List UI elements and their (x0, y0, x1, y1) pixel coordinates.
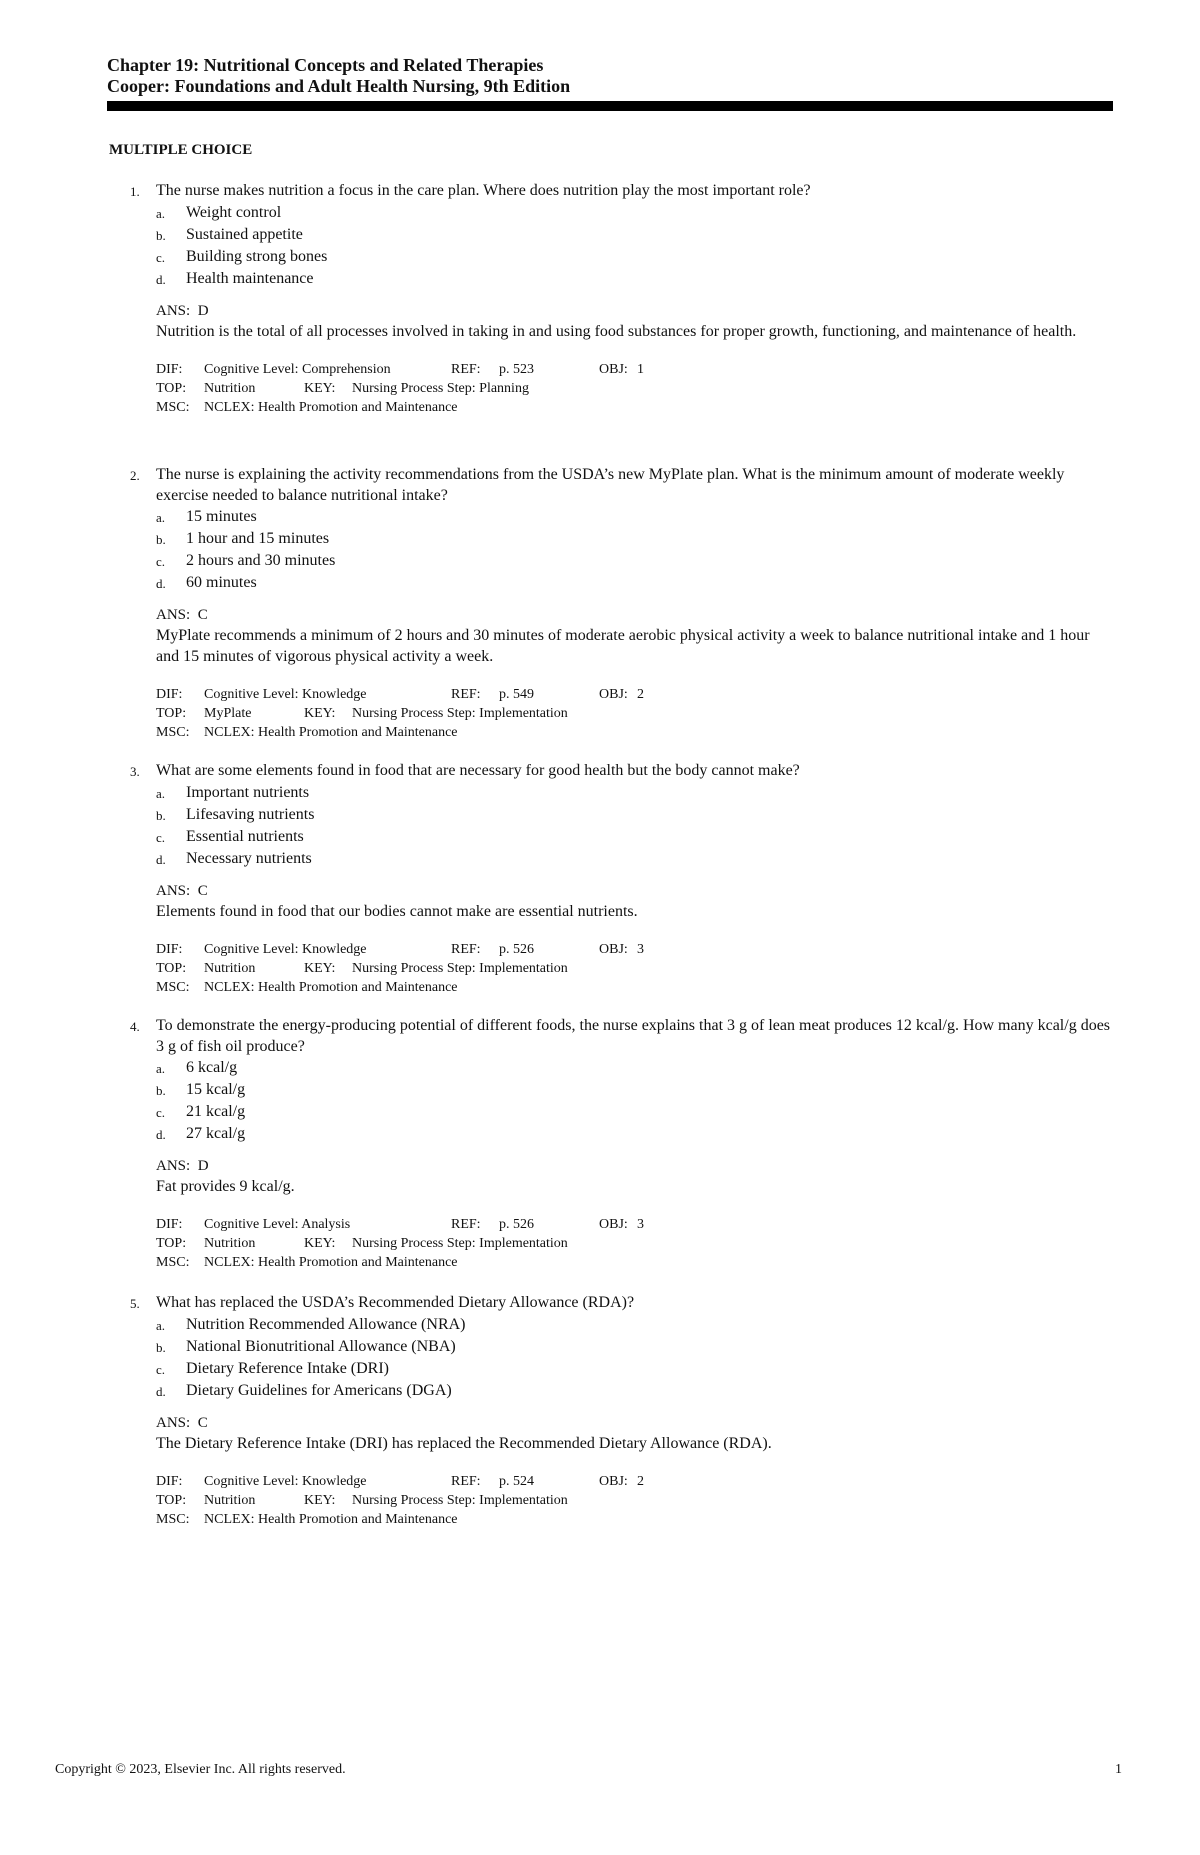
answer-option (156, 1336, 1120, 1358)
dif-label: DIF: (156, 942, 183, 957)
top-value: Nutrition (204, 381, 256, 396)
header-rule (107, 101, 1113, 111)
obj-label: OBJ: (599, 1217, 628, 1232)
option-text: 15 minutes (186, 508, 257, 525)
option-letter: a. (156, 1061, 166, 1076)
option-letter: a. (156, 786, 166, 801)
option-letter: d. (156, 272, 166, 287)
msc-label: MSC: (156, 980, 190, 995)
key-label: KEY: (304, 1236, 336, 1251)
msc-value: NCLEX: Health Promotion and Maintenance (204, 1512, 458, 1527)
section-title: MULTIPLE CHOICE (109, 142, 253, 158)
page-number: 1 (1115, 1762, 1122, 1777)
obj-label: OBJ: (599, 362, 628, 377)
msc-value: NCLEX: Health Promotion and Maintenance (204, 1255, 458, 1270)
option-text: Health maintenance (186, 270, 314, 287)
answer-option (156, 804, 1120, 826)
option-text: Nutrition Recommended Allowance (NRA) (186, 1316, 466, 1333)
option-text: Dietary Guidelines for Americans (DGA) (186, 1382, 452, 1399)
option-letter: b. (156, 1340, 166, 1355)
option-letter: d. (156, 1384, 166, 1399)
obj-value: 3 (637, 1217, 644, 1232)
msc-label: MSC: (156, 1512, 190, 1527)
option-letter: d. (156, 576, 166, 591)
option-text: Building strong bones (186, 248, 328, 265)
rationale: MyPlate recommends a minimum of 2 hours and 30 minutes of moderate aerobic physical activity a week to balance nutritional intake and 1 hour and 15 minutes of vigorous physical activity a week. (156, 627, 1090, 665)
dif-label: DIF: (156, 362, 183, 377)
answer-line (156, 881, 1120, 901)
answer-option (156, 1057, 1120, 1079)
option-letter: a. (156, 206, 166, 221)
option-text: 1 hour and 15 minutes (186, 530, 330, 547)
dif-value: Cognitive Level: Knowledge (204, 942, 367, 957)
msc-value: NCLEX: Health Promotion and Maintenance (204, 400, 458, 415)
option-letter: d. (156, 1127, 166, 1142)
question-number: 1. (130, 184, 140, 199)
question-text: To demonstrate the energy-producing potential of different foods, the nurse explains that 3 g of lean meat produces 12 kcal/g. How many kcal/g does 3 g of fish oil produce? (156, 1017, 1111, 1055)
answer-value: C (197, 883, 208, 899)
chapter-title: Chapter 19: Nutritional Concepts and Related Therapies (107, 55, 544, 75)
top-value: Nutrition (204, 1236, 256, 1251)
ref-value: p. 523 (499, 362, 534, 377)
ref-label: REF: (451, 362, 481, 377)
question-number: 5. (130, 1296, 140, 1311)
ref-label: REF: (451, 687, 481, 702)
answer-option (156, 1314, 1120, 1336)
question-text: What has replaced the USDA’s Recommended Dietary Allowance (RDA)? (156, 1294, 635, 1311)
msc-value: NCLEX: Health Promotion and Maintenance (204, 980, 458, 995)
top-value: Nutrition (204, 961, 256, 976)
msc-label: MSC: (156, 725, 190, 740)
option-letter: a. (156, 1318, 166, 1333)
question-stem (130, 1015, 1120, 1057)
top-label: TOP: (156, 706, 187, 721)
question-block (130, 760, 1120, 997)
question-stem (130, 760, 1120, 782)
option-letter: c. (156, 1105, 166, 1120)
answer-label: ANS: (156, 1158, 191, 1174)
top-label: TOP: (156, 1236, 187, 1251)
key-label: KEY: (304, 1493, 336, 1508)
question-metadata (156, 1472, 1120, 1529)
question-stem (130, 464, 1120, 506)
question-metadata (156, 685, 1120, 742)
key-value: Nursing Process Step: Planning (352, 381, 529, 396)
answer-option (156, 550, 1120, 572)
option-text: 60 minutes (186, 574, 257, 591)
question-metadata (156, 360, 1120, 417)
answer-value: C (197, 1415, 208, 1431)
answer-value: D (197, 303, 209, 319)
option-text: National Bionutritional Allowance (NBA) (186, 1338, 456, 1355)
rationale: Nutrition is the total of all processes involved in taking in and using food substances for proper growth, functioning, and maintenance of health. (156, 323, 1077, 340)
question-metadata (156, 1215, 1120, 1272)
answer-label: ANS: (156, 607, 191, 623)
option-text: Dietary Reference Intake (DRI) (186, 1360, 389, 1377)
answer-option (156, 1079, 1120, 1101)
document-header (107, 55, 570, 97)
answer-line (156, 1413, 1120, 1433)
answer-value: D (197, 1158, 209, 1174)
option-letter: b. (156, 228, 166, 243)
option-text: Necessary nutrients (186, 850, 312, 867)
option-letter: a. (156, 510, 166, 525)
option-letter: b. (156, 532, 166, 547)
answer-option (156, 506, 1120, 528)
option-letter: b. (156, 808, 166, 823)
obj-label: OBJ: (599, 942, 628, 957)
rationale: Elements found in food that our bodies cannot make are essential nutrients. (156, 903, 638, 920)
option-letter: b. (156, 1083, 166, 1098)
question-number: 4. (130, 1019, 140, 1034)
option-text: 2 hours and 30 minutes (186, 552, 336, 569)
answer-option (156, 268, 1120, 290)
key-value: Nursing Process Step: Implementation (352, 961, 568, 976)
option-letter: c. (156, 830, 166, 845)
rationale: The Dietary Reference Intake (DRI) has replaced the Recommended Dietary Allowance (RDA). (156, 1435, 772, 1452)
obj-label: OBJ: (599, 687, 628, 702)
answer-option (156, 202, 1120, 224)
ref-label: REF: (451, 1474, 481, 1489)
question-text: The nurse makes nutrition a focus in the care plan. Where does nutrition play the most important role? (156, 182, 811, 199)
option-text: Weight control (186, 204, 282, 221)
option-text: Important nutrients (186, 784, 310, 801)
question-block (130, 180, 1120, 417)
option-letter: c. (156, 1362, 166, 1377)
question-stem (130, 1292, 1120, 1314)
answer-option (156, 1101, 1120, 1123)
top-label: TOP: (156, 381, 187, 396)
answer-line (156, 1156, 1120, 1176)
answer-option (156, 246, 1120, 268)
ref-label: REF: (451, 1217, 481, 1232)
answer-option (156, 782, 1120, 804)
option-text: Sustained appetite (186, 226, 303, 243)
ref-value: p. 526 (499, 1217, 534, 1232)
option-text: 15 kcal/g (186, 1081, 246, 1098)
top-value: MyPlate (204, 706, 252, 721)
dif-value: Cognitive Level: Knowledge (204, 1474, 367, 1489)
option-letter: c. (156, 250, 166, 265)
msc-label: MSC: (156, 1255, 190, 1270)
option-letter: c. (156, 554, 166, 569)
answer-line (156, 605, 1120, 625)
question-text: The nurse is explaining the activity recommendations from the USDA’s new MyPlate plan. What is the minimum amount of moderate weekly exercise needed to balance nutritional intake? (156, 466, 1065, 504)
msc-label: MSC: (156, 400, 190, 415)
answer-option (156, 826, 1120, 848)
answer-option (156, 572, 1120, 594)
dif-label: DIF: (156, 1474, 183, 1489)
option-letter: d. (156, 852, 166, 867)
answer-label: ANS: (156, 1415, 191, 1431)
key-label: KEY: (304, 961, 336, 976)
answer-option (156, 1380, 1120, 1402)
answer-option (156, 528, 1120, 550)
key-label: KEY: (304, 381, 336, 396)
obj-label: OBJ: (599, 1474, 628, 1489)
ref-value: p. 524 (499, 1474, 534, 1489)
key-value: Nursing Process Step: Implementation (352, 1236, 568, 1251)
question-number: 2. (130, 468, 140, 483)
question-text: What are some elements found in food that are necessary for good health but the body cannot make? (156, 762, 800, 779)
answer-label: ANS: (156, 303, 191, 319)
obj-value: 1 (637, 362, 644, 377)
dif-label: DIF: (156, 687, 183, 702)
answer-option (156, 1123, 1120, 1145)
top-value: Nutrition (204, 1493, 256, 1508)
key-value: Nursing Process Step: Implementation (352, 706, 568, 721)
option-text: 27 kcal/g (186, 1125, 246, 1142)
option-text: Essential nutrients (186, 828, 304, 845)
answer-line (156, 301, 1120, 321)
dif-label: DIF: (156, 1217, 183, 1232)
question-metadata (156, 940, 1120, 997)
answer-option (156, 848, 1120, 870)
book-title: Cooper: Foundations and Adult Health Nursing, 9th Edition (107, 76, 571, 96)
question-block (130, 1292, 1120, 1529)
dif-value: Cognitive Level: Analysis (204, 1217, 351, 1232)
answer-option (156, 224, 1120, 246)
ref-value: p. 526 (499, 942, 534, 957)
question-block (130, 1015, 1120, 1272)
obj-value: 2 (637, 1474, 644, 1489)
option-text: Lifesaving nutrients (186, 806, 315, 823)
option-text: 6 kcal/g (186, 1059, 238, 1076)
msc-value: NCLEX: Health Promotion and Maintenance (204, 725, 458, 740)
answer-label: ANS: (156, 883, 191, 899)
answer-value: C (197, 607, 208, 623)
dif-value: Cognitive Level: Comprehension (204, 362, 391, 377)
ref-value: p. 549 (499, 687, 534, 702)
rationale: Fat provides 9 kcal/g. (156, 1178, 295, 1195)
ref-label: REF: (451, 942, 481, 957)
question-number: 3. (130, 764, 140, 779)
obj-value: 2 (637, 687, 644, 702)
dif-value: Cognitive Level: Knowledge (204, 687, 367, 702)
question-stem (130, 180, 1120, 202)
option-text: 21 kcal/g (186, 1103, 246, 1120)
obj-value: 3 (637, 942, 644, 957)
key-value: Nursing Process Step: Implementation (352, 1493, 568, 1508)
copyright-notice: Copyright © 2023, Elsevier Inc. All rights reserved. (55, 1762, 346, 1777)
answer-option (156, 1358, 1120, 1380)
question-block (130, 464, 1120, 742)
key-label: KEY: (304, 706, 336, 721)
top-label: TOP: (156, 1493, 187, 1508)
top-label: TOP: (156, 961, 187, 976)
